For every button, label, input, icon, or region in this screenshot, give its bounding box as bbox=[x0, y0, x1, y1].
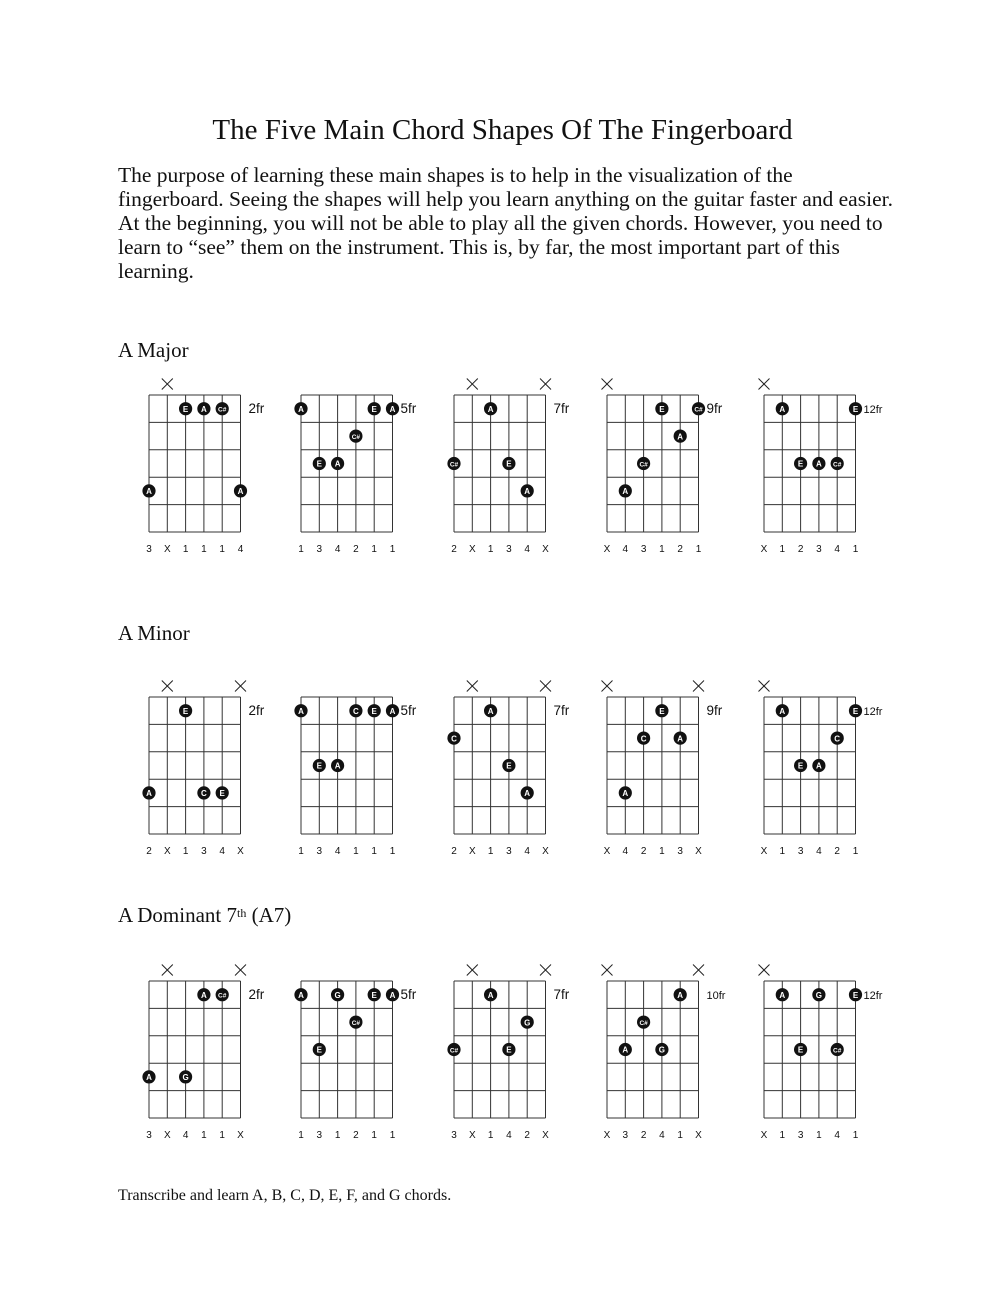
chord-1-5-note-label: C# bbox=[833, 461, 842, 469]
chord-1-4-note-label: C# bbox=[639, 461, 648, 469]
chord-1-5-note-label: E bbox=[797, 459, 804, 469]
chord-1-5-note-label: A bbox=[779, 404, 786, 414]
chord-2-5-note-label: E bbox=[852, 706, 859, 716]
chord-3-5-note-label: C# bbox=[833, 1047, 842, 1055]
chord-3-2-note-label: G bbox=[334, 990, 341, 1000]
chord-2-5-note-label: E bbox=[797, 761, 804, 771]
chord-1-5-fingering-label: 2 bbox=[797, 544, 804, 555]
chord-1-3-fingering-label: 2 bbox=[451, 544, 457, 555]
chord-3-4-fingering-label: 4 bbox=[659, 1130, 665, 1141]
chord-3-1-fingering-label: 1 bbox=[219, 1130, 225, 1141]
chord-2-2-fingering-label: 1 bbox=[298, 846, 304, 857]
chord-2-2-fingering-label: 1 bbox=[353, 846, 359, 857]
chord-1-1-fingering-label: 1 bbox=[219, 544, 225, 555]
chord-3-1-note-label: A bbox=[201, 990, 207, 1000]
chord-3-1-fret-label: 2fr bbox=[248, 987, 265, 1002]
chord-1-2-note-label: E bbox=[316, 459, 322, 469]
chord-2-3-note-label: C bbox=[451, 734, 457, 744]
chord-3-3-fingering-label: 1 bbox=[487, 1130, 494, 1141]
chord-1-2-note-label: C# bbox=[351, 433, 361, 441]
chord-2-4-fingering-label: 2 bbox=[640, 846, 647, 857]
chord-1-4-note-label: E bbox=[659, 404, 665, 414]
intro-paragraph: The purpose of learning these main shapes is to help in the visualization of the fingerboard. Seeing the shapes will help you learn anything on the guitar faster and easier. At the beginning, you will not be able to play all the given chords. However, you need to learn to “see” them on the instrument. This is, by far, the most important part of this learning. bbox=[118, 163, 893, 283]
chord-3-3-note-label: C# bbox=[449, 1047, 459, 1055]
chord-3-4-note-label: A bbox=[677, 990, 684, 1000]
section-label-a7-tail: (A7) bbox=[246, 903, 292, 927]
chord-1-4-fret-label: 9fr bbox=[706, 401, 723, 416]
chord-2-5-fingering-label: X bbox=[760, 846, 768, 857]
chord-2-4-fingering-label: 3 bbox=[677, 846, 683, 857]
chord-1-1-note-label: A bbox=[201, 404, 207, 414]
chord-3-4-fingering-label: X bbox=[603, 1130, 611, 1141]
chord-2-5-note-label: A bbox=[779, 706, 786, 716]
chord-2-4-note-label: C bbox=[640, 734, 647, 744]
chord-3-3-fret-label: 7fr bbox=[553, 987, 570, 1002]
chord-3-2-note-label: C# bbox=[351, 1019, 361, 1027]
chord-1-1-fret-label: 2fr bbox=[248, 401, 265, 416]
chord-1-5-fret-label: 12fr bbox=[863, 404, 883, 416]
chord-2-3-note-label: A bbox=[524, 789, 531, 799]
chord-2-2-fret-label: 5fr bbox=[400, 703, 417, 718]
chord-2-4-fingering-label: 4 bbox=[622, 846, 629, 857]
chord-1-2-fingering-label: 3 bbox=[316, 544, 323, 555]
chord-2-4-note-label: A bbox=[677, 734, 684, 744]
chord-2-3-note-label: E bbox=[506, 761, 512, 771]
chord-3-5-note-label: E bbox=[852, 990, 859, 1000]
chord-1-3-note-label: E bbox=[506, 459, 512, 469]
chord-3-5-fingering-label: 4 bbox=[834, 1130, 840, 1141]
chord-1-5-note-label: A bbox=[816, 459, 822, 469]
chord-1-4-fingering-label: 4 bbox=[622, 544, 629, 555]
chord-1-2-fingering-label: 1 bbox=[298, 544, 304, 555]
chord-3-2-fingering-label: 1 bbox=[334, 1130, 341, 1141]
chord-3-2-fingering-label: 3 bbox=[316, 1130, 323, 1141]
chord-3-2-note-label: E bbox=[371, 990, 377, 1000]
chord-3-4-fingering-label: X bbox=[695, 1130, 702, 1141]
chord-3-1-fingering-label: X bbox=[163, 1130, 171, 1141]
chord-3-3-fingering-label: 4 bbox=[506, 1130, 512, 1141]
chord-1-1-note-label: A bbox=[146, 487, 152, 497]
chord-3-2-note-label: A bbox=[298, 990, 304, 1000]
chord-1-1-fingering-label: X bbox=[163, 544, 171, 555]
chord-3-2-fingering-label: 2 bbox=[353, 1130, 359, 1141]
chord-1-2-note-label: E bbox=[371, 404, 377, 414]
chord-1-2-fret-label: 5fr bbox=[400, 401, 417, 416]
chord-2-2-note-label: A bbox=[389, 706, 396, 716]
chord-1-4-note-label: A bbox=[622, 487, 629, 497]
chord-2-1-fingering-label: X bbox=[163, 846, 171, 857]
chord-3-3-fingering-label: X bbox=[468, 1130, 476, 1141]
chord-1-4-fingering-label: 2 bbox=[677, 544, 683, 555]
chord-3-5-fingering-label: 1 bbox=[852, 1130, 859, 1141]
chord-3-3-note-label: A bbox=[487, 990, 494, 1000]
footer-text: Transcribe and learn A, B, C, D, E, F, and G chords. bbox=[118, 1187, 452, 1204]
chord-1-2-note-label: A bbox=[298, 404, 304, 414]
chord-2-1-note-label: C bbox=[201, 789, 207, 799]
chord-1-3-fret-label: 7fr bbox=[553, 401, 570, 416]
chord-1-3-note-label: A bbox=[524, 487, 531, 497]
chord-2-2-fingering-label: 3 bbox=[316, 846, 323, 857]
chord-1-2-note-label: A bbox=[389, 404, 396, 414]
chord-3-1-note-label: C# bbox=[218, 992, 227, 1000]
chord-2-3-fingering-label: X bbox=[542, 846, 549, 857]
section-label-a-minor: A Minor bbox=[118, 621, 190, 645]
chord-3-3-note-label: E bbox=[506, 1045, 512, 1055]
chord-2-3-fingering-label: 4 bbox=[524, 846, 530, 857]
chord-2-2-note-label: A bbox=[334, 761, 341, 771]
chord-2-1-fingering-label: 4 bbox=[219, 846, 225, 857]
chord-3-2-note-label: E bbox=[316, 1045, 322, 1055]
chord-1-2-fingering-label: 4 bbox=[334, 544, 341, 555]
chord-1-5-note-label: E bbox=[852, 404, 859, 414]
chord-2-1-fingering-label: 1 bbox=[182, 846, 189, 857]
chord-1-4-note-label: A bbox=[677, 432, 684, 442]
chord-1-1-fingering-label: 1 bbox=[201, 544, 207, 555]
chord-1-1-fingering-label: 3 bbox=[146, 544, 152, 555]
chord-2-5-fret-label: 12fr bbox=[863, 706, 883, 718]
chord-2-3-fret-label: 7fr bbox=[553, 703, 570, 718]
chord-2-4-note-label: E bbox=[659, 706, 665, 716]
chord-2-4-fingering-label: X bbox=[603, 846, 611, 857]
chord-3-1-fingering-label: 4 bbox=[182, 1130, 189, 1141]
section-label-a7-sup: th bbox=[237, 906, 247, 920]
chord-1-2-fingering-label: 2 bbox=[353, 544, 359, 555]
chord-3-3-fingering-label: X bbox=[542, 1130, 549, 1141]
chord-1-1-note-label: E bbox=[182, 404, 189, 414]
chord-3-2-fingering-label: 1 bbox=[389, 1130, 396, 1141]
chord-2-5-note-label: A bbox=[816, 761, 822, 771]
chord-3-1-note-label: A bbox=[146, 1073, 152, 1083]
chord-1-3-fingering-label: X bbox=[542, 544, 549, 555]
chord-1-4-fingering-label: 1 bbox=[659, 544, 665, 555]
chord-2-1-note-label: A bbox=[146, 789, 152, 799]
chord-3-1-fingering-label: 1 bbox=[201, 1130, 207, 1141]
chord-3-1-fingering-label: X bbox=[237, 1130, 244, 1141]
chord-1-3-note-label: C# bbox=[449, 461, 459, 469]
chord-3-3-note-label: G bbox=[524, 1018, 531, 1028]
chord-3-5-fret-label: 12fr bbox=[863, 990, 883, 1002]
chord-3-2-fingering-label: 1 bbox=[371, 1130, 377, 1141]
chord-2-1-fingering-label: 3 bbox=[201, 846, 207, 857]
chord-1-4-note-label: C# bbox=[694, 406, 703, 414]
chord-2-1-note-label: E bbox=[182, 706, 189, 716]
chord-2-2-note-label: E bbox=[371, 706, 377, 716]
chord-3-5-note-label: G bbox=[815, 990, 823, 1000]
chord-1-4-fingering-label: 1 bbox=[695, 544, 702, 555]
chord-1-1-fingering-label: 4 bbox=[237, 544, 244, 555]
chord-2-3-fingering-label: 3 bbox=[506, 846, 512, 857]
chord-2-2-fingering-label: 4 bbox=[334, 846, 341, 857]
chord-1-3-fingering-label: 3 bbox=[506, 544, 512, 555]
chord-2-5-fingering-label: 3 bbox=[797, 846, 804, 857]
chord-2-2-fingering-label: 1 bbox=[389, 846, 396, 857]
chord-3-1-fingering-label: 3 bbox=[146, 1130, 152, 1141]
chord-3-4-note-label: A bbox=[622, 1045, 629, 1055]
chord-3-5-note-label: A bbox=[779, 990, 786, 1000]
chord-2-5-fingering-label: 1 bbox=[852, 846, 859, 857]
chord-2-3-fingering-label: 2 bbox=[451, 846, 457, 857]
chord-1-1-fingering-label: 1 bbox=[182, 544, 189, 555]
chord-3-2-fret-label: 5fr bbox=[400, 987, 417, 1002]
chord-2-5-fingering-label: 2 bbox=[834, 846, 840, 857]
chord-2-5-fingering-label: 1 bbox=[779, 846, 786, 857]
chord-3-5-note-label: E bbox=[797, 1045, 804, 1055]
chord-3-4-fingering-label: 3 bbox=[622, 1130, 629, 1141]
chord-3-3-fingering-label: 2 bbox=[524, 1130, 530, 1141]
chord-2-2-note-label: C bbox=[353, 706, 359, 716]
chord-3-5-fingering-label: 1 bbox=[816, 1130, 822, 1141]
chord-1-4-fingering-label: 3 bbox=[640, 544, 647, 555]
chord-3-4-note-label: G bbox=[658, 1045, 666, 1055]
chord-3-5-fingering-label: 3 bbox=[797, 1130, 804, 1141]
chord-3-5-fingering-label: X bbox=[760, 1130, 768, 1141]
chord-3-4-fingering-label: 1 bbox=[677, 1130, 683, 1141]
chord-2-3-note-label: A bbox=[487, 706, 494, 716]
chord-1-5-fingering-label: 1 bbox=[852, 544, 859, 555]
chord-2-2-note-label: A bbox=[298, 706, 304, 716]
chord-1-3-fingering-label: 1 bbox=[487, 544, 494, 555]
chord-1-3-fingering-label: X bbox=[468, 544, 476, 555]
page-title: The Five Main Chord Shapes Of The Fingerboard bbox=[212, 114, 793, 146]
chord-3-1-note-label: G bbox=[182, 1073, 189, 1083]
chord-1-5-fingering-label: 3 bbox=[816, 544, 822, 555]
section-label-a-major: A Major bbox=[118, 338, 189, 362]
chord-2-5-note-label: C bbox=[834, 734, 841, 744]
chord-3-2-fingering-label: 1 bbox=[298, 1130, 304, 1141]
chord-1-5-fingering-label: 4 bbox=[834, 544, 840, 555]
chord-3-3-fingering-label: 3 bbox=[451, 1130, 457, 1141]
chord-3-5-fingering-label: 1 bbox=[779, 1130, 786, 1141]
chord-3-4-note-label: C# bbox=[639, 1019, 648, 1027]
chord-1-5-fingering-label: X bbox=[760, 544, 768, 555]
chord-1-5-fingering-label: 1 bbox=[779, 544, 786, 555]
chord-2-2-fingering-label: 1 bbox=[371, 846, 377, 857]
chord-2-4-fingering-label: 1 bbox=[659, 846, 665, 857]
chord-2-1-fret-label: 2fr bbox=[248, 703, 265, 718]
chord-2-2-note-label: E bbox=[316, 761, 322, 771]
section-label-a7-main: A Dominant 7 bbox=[118, 903, 237, 927]
chord-1-1-note-label: A bbox=[237, 487, 244, 497]
chord-2-5-fingering-label: 4 bbox=[816, 846, 822, 857]
chord-1-4-fingering-label: X bbox=[603, 544, 611, 555]
chord-2-3-fingering-label: 1 bbox=[487, 846, 494, 857]
chord-1-2-note-label: A bbox=[334, 459, 341, 469]
chord-3-4-fingering-label: 2 bbox=[640, 1130, 647, 1141]
chord-2-3-fingering-label: X bbox=[468, 846, 476, 857]
chord-2-1-fingering-label: 2 bbox=[146, 846, 152, 857]
chord-1-1-note-label: C# bbox=[218, 406, 227, 414]
chord-1-2-fingering-label: 1 bbox=[371, 544, 377, 555]
chord-2-4-fret-label: 9fr bbox=[706, 703, 723, 718]
chord-1-3-note-label: A bbox=[487, 404, 494, 414]
chord-2-1-note-label: E bbox=[219, 789, 225, 799]
chord-3-2-note-label: A bbox=[389, 990, 396, 1000]
chord-1-3-fingering-label: 4 bbox=[524, 544, 530, 555]
chord-2-1-fingering-label: X bbox=[237, 846, 244, 857]
chord-1-2-fingering-label: 1 bbox=[389, 544, 396, 555]
chord-2-4-note-label: A bbox=[622, 789, 629, 799]
chord-3-4-fret-label: 10fr bbox=[706, 990, 726, 1002]
chord-2-4-fingering-label: X bbox=[695, 846, 702, 857]
